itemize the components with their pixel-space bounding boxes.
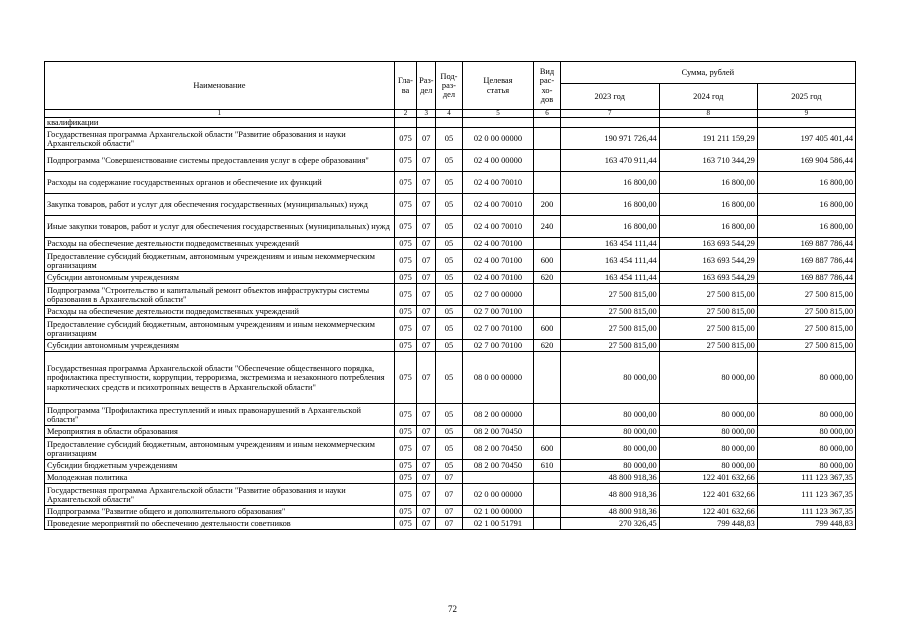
row-glava: 075: [394, 318, 416, 340]
row-sum-2024: 27 500 815,00: [659, 340, 757, 352]
row-vid-rashodov: [534, 238, 560, 250]
row-razdel: 07: [417, 238, 436, 250]
row-glava: 075: [394, 250, 416, 272]
row-sum-2025: 169 887 786,44: [757, 238, 855, 250]
row-sum-2023: 163 454 111,44: [560, 250, 659, 272]
row-podrazdel: 07: [436, 506, 462, 518]
row-sum-2025: 169 904 586,44: [757, 150, 855, 172]
row-vid-rashodov: 610: [534, 460, 560, 472]
row-sum-2025: 80 000,00: [757, 404, 855, 426]
table-row: [45, 128, 856, 150]
row-celevaya-statya: 02 4 00 00000: [462, 150, 534, 172]
row-razdel: 07: [417, 194, 436, 216]
row-celevaya-statya: 02 4 00 70010: [462, 216, 534, 238]
row-glava: 075: [394, 150, 416, 172]
row-name: Субсидии бюджетным учреждениям: [45, 460, 395, 472]
row-razdel: 07: [417, 472, 436, 484]
row-sum-2023: 190 971 726,44: [560, 128, 659, 150]
row-sum-2024: 163 693 544,29: [659, 238, 757, 250]
row-razdel: 07: [417, 340, 436, 352]
row-name: Предоставление субсидий бюджетным, автономным учреждениям и иным некоммерческим организациям: [45, 438, 395, 460]
row-razdel: 07: [417, 272, 436, 284]
row-glava: 075: [394, 506, 416, 518]
row-sum-2025: 169 887 786,44: [757, 250, 855, 272]
column-number: 6: [534, 110, 560, 118]
row-sum-2025: 27 500 815,00: [757, 318, 855, 340]
row-sum-2023: 80 000,00: [560, 438, 659, 460]
row-glava: 075: [394, 216, 416, 238]
header-podrazdel: [436, 62, 462, 110]
column-number: 5: [462, 110, 534, 118]
row-glava: 075: [394, 404, 416, 426]
table-row: [45, 426, 856, 438]
row-razdel: [417, 118, 436, 128]
row-sum-2024: 191 211 159,29: [659, 128, 757, 150]
row-glava: 075: [394, 238, 416, 250]
row-sum-2024: 163 693 544,29: [659, 250, 757, 272]
row-sum-2025: 16 800,00: [757, 194, 855, 216]
row-sum-2023: 48 800 918,36: [560, 484, 659, 506]
table-row: [45, 272, 856, 284]
row-name: Государственная программа Архангельской области "Развитие образования и науки Архангельской области": [45, 128, 395, 150]
row-vid-rashodov: 600: [534, 318, 560, 340]
row-celevaya-statya: 02 0 00 00000: [462, 128, 534, 150]
row-sum-2024: 799 448,83: [659, 518, 757, 530]
header-podrazdel-text: Под- раз- дел: [440, 71, 458, 100]
row-vid-rashodov: [534, 352, 560, 404]
row-sum-2025: 80 000,00: [757, 352, 855, 404]
table-row: [45, 352, 856, 404]
row-vid-rashodov: 240: [534, 216, 560, 238]
table-row: [45, 172, 856, 194]
row-razdel: 07: [417, 352, 436, 404]
row-sum-2023: 163 454 111,44: [560, 272, 659, 284]
row-sum-2024: 80 000,00: [659, 460, 757, 472]
row-sum-2023: 48 800 918,36: [560, 506, 659, 518]
row-sum-2025: 111 123 367,35: [757, 506, 855, 518]
table-row: [45, 484, 856, 506]
table-row: [45, 216, 856, 238]
table-row: [45, 194, 856, 216]
row-podrazdel: 05: [436, 238, 462, 250]
row-glava: 075: [394, 272, 416, 284]
row-podrazdel: 05: [436, 318, 462, 340]
header-celevaya-text: Целевая статья: [483, 76, 513, 95]
row-podrazdel: 05: [436, 150, 462, 172]
table-row: [45, 306, 856, 318]
row-sum-2024: 16 800,00: [659, 194, 757, 216]
header-year-2024: 2024 год: [659, 84, 757, 110]
row-vid-rashodov: 200: [534, 194, 560, 216]
row-glava: 075: [394, 438, 416, 460]
header-name: Наименование: [45, 62, 395, 110]
page-number: 72: [448, 604, 457, 614]
row-sum-2024: 122 401 632,66: [659, 484, 757, 506]
header-vid-text: Вид рас- хо- дов: [539, 67, 555, 104]
row-sum-2023: 27 500 815,00: [560, 284, 659, 306]
row-sum-2023: 27 500 815,00: [560, 318, 659, 340]
row-celevaya-statya: [462, 472, 534, 484]
row-glava: 075: [394, 518, 416, 530]
header-summa: Сумма, рублей: [560, 62, 855, 84]
row-razdel: 07: [417, 306, 436, 318]
table-row: [45, 238, 856, 250]
row-vid-rashodov: 620: [534, 272, 560, 284]
row-sum-2024: 80 000,00: [659, 438, 757, 460]
row-sum-2025: 197 405 401,44: [757, 128, 855, 150]
column-number: 4: [436, 110, 462, 118]
row-podrazdel: 05: [436, 284, 462, 306]
row-name: Субсидии автономным учреждениям: [45, 340, 395, 352]
column-number: 2: [394, 110, 416, 118]
row-podrazdel: 05: [436, 438, 462, 460]
row-sum-2024: 27 500 815,00: [659, 318, 757, 340]
row-glava: 075: [394, 194, 416, 216]
row-podrazdel: 05: [436, 340, 462, 352]
row-celevaya-statya: 08 2 00 70450: [462, 426, 534, 438]
row-podrazdel: 05: [436, 128, 462, 150]
row-name: Предоставление субсидий бюджетным, автономным учреждениям и иным некоммерческим организациям: [45, 318, 395, 340]
row-podrazdel: 05: [436, 426, 462, 438]
row-podrazdel: 05: [436, 216, 462, 238]
row-sum-2025: 169 887 786,44: [757, 272, 855, 284]
row-sum-2023: 270 326,45: [560, 518, 659, 530]
row-sum-2024: 122 401 632,66: [659, 472, 757, 484]
row-razdel: 07: [417, 318, 436, 340]
row-celevaya-statya: 08 0 00 00000: [462, 352, 534, 404]
row-razdel: 07: [417, 506, 436, 518]
row-sum-2023: 163 454 111,44: [560, 238, 659, 250]
row-glava: 075: [394, 484, 416, 506]
column-number: 7: [560, 110, 659, 118]
column-number: 8: [659, 110, 757, 118]
row-sum-2024: 80 000,00: [659, 352, 757, 404]
row-name: Расходы на обеспечение деятельности подведомственных учреждений: [45, 238, 395, 250]
row-razdel: 07: [417, 128, 436, 150]
table-row: [45, 472, 856, 484]
row-sum-2025: 80 000,00: [757, 426, 855, 438]
row-sum-2025: [757, 118, 855, 128]
table-row: [45, 284, 856, 306]
row-razdel: 07: [417, 172, 436, 194]
row-vid-rashodov: [534, 518, 560, 530]
row-vid-rashodov: [534, 284, 560, 306]
row-sum-2025: 80 000,00: [757, 460, 855, 472]
row-vid-rashodov: [534, 484, 560, 506]
row-podrazdel: 05: [436, 194, 462, 216]
row-podrazdel: 05: [436, 250, 462, 272]
row-name: Иные закупки товаров, работ и услуг для обеспечения государственных (муниципальных) нужд: [45, 216, 395, 238]
row-name: квалификации: [45, 118, 395, 128]
row-sum-2024: 80 000,00: [659, 426, 757, 438]
row-sum-2025: 799 448,83: [757, 518, 855, 530]
row-sum-2023: [560, 118, 659, 128]
row-sum-2023: 27 500 815,00: [560, 340, 659, 352]
row-celevaya-statya: 02 4 00 70100: [462, 238, 534, 250]
row-sum-2025: 111 123 367,35: [757, 472, 855, 484]
row-sum-2025: 111 123 367,35: [757, 484, 855, 506]
row-podrazdel: 05: [436, 460, 462, 472]
row-sum-2024: 27 500 815,00: [659, 306, 757, 318]
row-podrazdel: 05: [436, 172, 462, 194]
row-celevaya-statya: 02 4 00 70010: [462, 172, 534, 194]
row-celevaya-statya: 02 7 00 70100: [462, 306, 534, 318]
row-celevaya-statya: 02 1 00 51791: [462, 518, 534, 530]
row-sum-2023: 27 500 815,00: [560, 306, 659, 318]
row-podrazdel: 07: [436, 518, 462, 530]
column-number: 9: [757, 110, 855, 118]
row-sum-2023: 80 000,00: [560, 460, 659, 472]
row-podrazdel: 05: [436, 404, 462, 426]
row-sum-2024: 122 401 632,66: [659, 506, 757, 518]
row-sum-2024: [659, 118, 757, 128]
row-glava: 075: [394, 352, 416, 404]
row-name: Расходы на содержание государственных органов и обеспечение их функций: [45, 172, 395, 194]
row-vid-rashodov: [534, 172, 560, 194]
table-row: [45, 250, 856, 272]
row-sum-2024: 16 800,00: [659, 216, 757, 238]
row-celevaya-statya: [462, 118, 534, 128]
row-vid-rashodov: 620: [534, 340, 560, 352]
row-sum-2025: 80 000,00: [757, 438, 855, 460]
table-row: [45, 518, 856, 530]
row-celevaya-statya: 08 2 00 70450: [462, 460, 534, 472]
row-vid-rashodov: [534, 426, 560, 438]
table-row: [45, 340, 856, 352]
column-number: 1: [45, 110, 395, 118]
row-vid-rashodov: [534, 404, 560, 426]
row-celevaya-statya: 02 7 00 70100: [462, 340, 534, 352]
row-celevaya-statya: 02 0 00 00000: [462, 484, 534, 506]
row-glava: 075: [394, 284, 416, 306]
row-name: Государственная программа Архангельской области "Развитие образования и науки Архангельской области": [45, 484, 395, 506]
row-vid-rashodov: 600: [534, 438, 560, 460]
row-name: Государственная программа Архангельской области "Обеспечение общественного порядка, профилактика преступности, коррупции, терроризма, экстремизма и незаконного потребления наркотических средств и психотропных веществ в Архангельской области": [45, 352, 395, 404]
budget-table: [44, 61, 856, 530]
row-glava: 075: [394, 340, 416, 352]
row-name: Подпрограмма "Строительство и капитальный ремонт объектов инфраструктуры системы образования в Архангельской области": [45, 284, 395, 306]
column-number: 3: [417, 110, 436, 118]
row-sum-2024: 80 000,00: [659, 404, 757, 426]
row-razdel: 07: [417, 150, 436, 172]
row-sum-2023: 16 800,00: [560, 194, 659, 216]
row-vid-rashodov: [534, 506, 560, 518]
row-name: Мероприятия в области образования: [45, 426, 395, 438]
row-name: Закупка товаров, работ и услуг для обеспечения государственных (муниципальных) нужд: [45, 194, 395, 216]
row-sum-2023: 16 800,00: [560, 172, 659, 194]
row-name: Подпрограмма "Развитие общего и дополнительного образования": [45, 506, 395, 518]
table-row: [45, 438, 856, 460]
row-podrazdel: 05: [436, 306, 462, 318]
row-glava: 075: [394, 172, 416, 194]
row-vid-rashodov: 600: [534, 250, 560, 272]
row-vid-rashodov: [534, 150, 560, 172]
row-sum-2023: 16 800,00: [560, 216, 659, 238]
row-sum-2023: 48 800 918,36: [560, 472, 659, 484]
row-vid-rashodov: [534, 118, 560, 128]
row-sum-2024: 16 800,00: [659, 172, 757, 194]
header-razdel: [417, 62, 436, 110]
row-name: Проведение мероприятий по обеспечению деятельности советников: [45, 518, 395, 530]
row-podrazdel: 07: [436, 472, 462, 484]
row-celevaya-statya: 02 4 00 70010: [462, 194, 534, 216]
table-row: [45, 404, 856, 426]
row-glava: 075: [394, 306, 416, 318]
table-row: [45, 506, 856, 518]
header-glava-text: Гла- ва: [398, 76, 413, 95]
row-razdel: 07: [417, 484, 436, 506]
row-celevaya-statya: 08 2 00 00000: [462, 404, 534, 426]
row-razdel: 07: [417, 438, 436, 460]
row-name: Молодежная политика: [45, 472, 395, 484]
table-row: [45, 318, 856, 340]
row-glava: 075: [394, 472, 416, 484]
row-name: Подпрограмма "Совершенствование системы предоставления услуг в сфере образования": [45, 150, 395, 172]
column-number-row: [45, 110, 856, 118]
header-celevaya-statya: [462, 62, 534, 110]
row-sum-2023: 163 470 911,44: [560, 150, 659, 172]
row-glava: 075: [394, 460, 416, 472]
row-celevaya-statya: 08 2 00 70450: [462, 438, 534, 460]
table-row: [45, 150, 856, 172]
row-razdel: 07: [417, 404, 436, 426]
row-sum-2023: 80 000,00: [560, 404, 659, 426]
row-vid-rashodov: [534, 128, 560, 150]
row-glava: [394, 118, 416, 128]
row-razdel: 07: [417, 250, 436, 272]
row-celevaya-statya: 02 7 00 00000: [462, 284, 534, 306]
row-sum-2024: 163 710 344,29: [659, 150, 757, 172]
header-razdel-text: Раз- дел: [419, 76, 434, 95]
row-sum-2025: 27 500 815,00: [757, 306, 855, 318]
row-sum-2025: 16 800,00: [757, 172, 855, 194]
header-vid-rashodov: [534, 62, 560, 110]
row-sum-2025: 16 800,00: [757, 216, 855, 238]
row-sum-2023: 80 000,00: [560, 352, 659, 404]
row-sum-2024: 27 500 815,00: [659, 284, 757, 306]
row-sum-2025: 27 500 815,00: [757, 284, 855, 306]
row-celevaya-statya: 02 4 00 70100: [462, 250, 534, 272]
row-razdel: 07: [417, 284, 436, 306]
row-podrazdel: [436, 118, 462, 128]
row-celevaya-statya: 02 1 00 00000: [462, 506, 534, 518]
row-podrazdel: 07: [436, 484, 462, 506]
row-razdel: 07: [417, 460, 436, 472]
row-name: Предоставление субсидий бюджетным, автономным учреждениям и иным некоммерческим организациям: [45, 250, 395, 272]
row-razdel: 07: [417, 518, 436, 530]
row-vid-rashodov: [534, 472, 560, 484]
table-row: [45, 460, 856, 472]
row-name: Расходы на обеспечение деятельности подведомственных учреждений: [45, 306, 395, 318]
row-name: Субсидии автономным учреждениям: [45, 272, 395, 284]
row-celevaya-statya: 02 4 00 70100: [462, 272, 534, 284]
header-glava: [394, 62, 416, 110]
row-razdel: 07: [417, 426, 436, 438]
row-celevaya-statya: 02 7 00 70100: [462, 318, 534, 340]
table-row: [45, 118, 856, 128]
row-podrazdel: 05: [436, 352, 462, 404]
row-glava: 075: [394, 128, 416, 150]
row-podrazdel: 05: [436, 272, 462, 284]
row-sum-2023: 80 000,00: [560, 426, 659, 438]
row-vid-rashodov: [534, 306, 560, 318]
header-year-2025: 2025 год: [757, 84, 855, 110]
row-sum-2025: 27 500 815,00: [757, 340, 855, 352]
row-sum-2024: 163 693 544,29: [659, 272, 757, 284]
row-glava: 075: [394, 426, 416, 438]
header-year-2023: 2023 год: [560, 84, 659, 110]
row-razdel: 07: [417, 216, 436, 238]
row-name: Подпрограмма "Профилактика преступлений и иных правонарушений в Архангельской области": [45, 404, 395, 426]
